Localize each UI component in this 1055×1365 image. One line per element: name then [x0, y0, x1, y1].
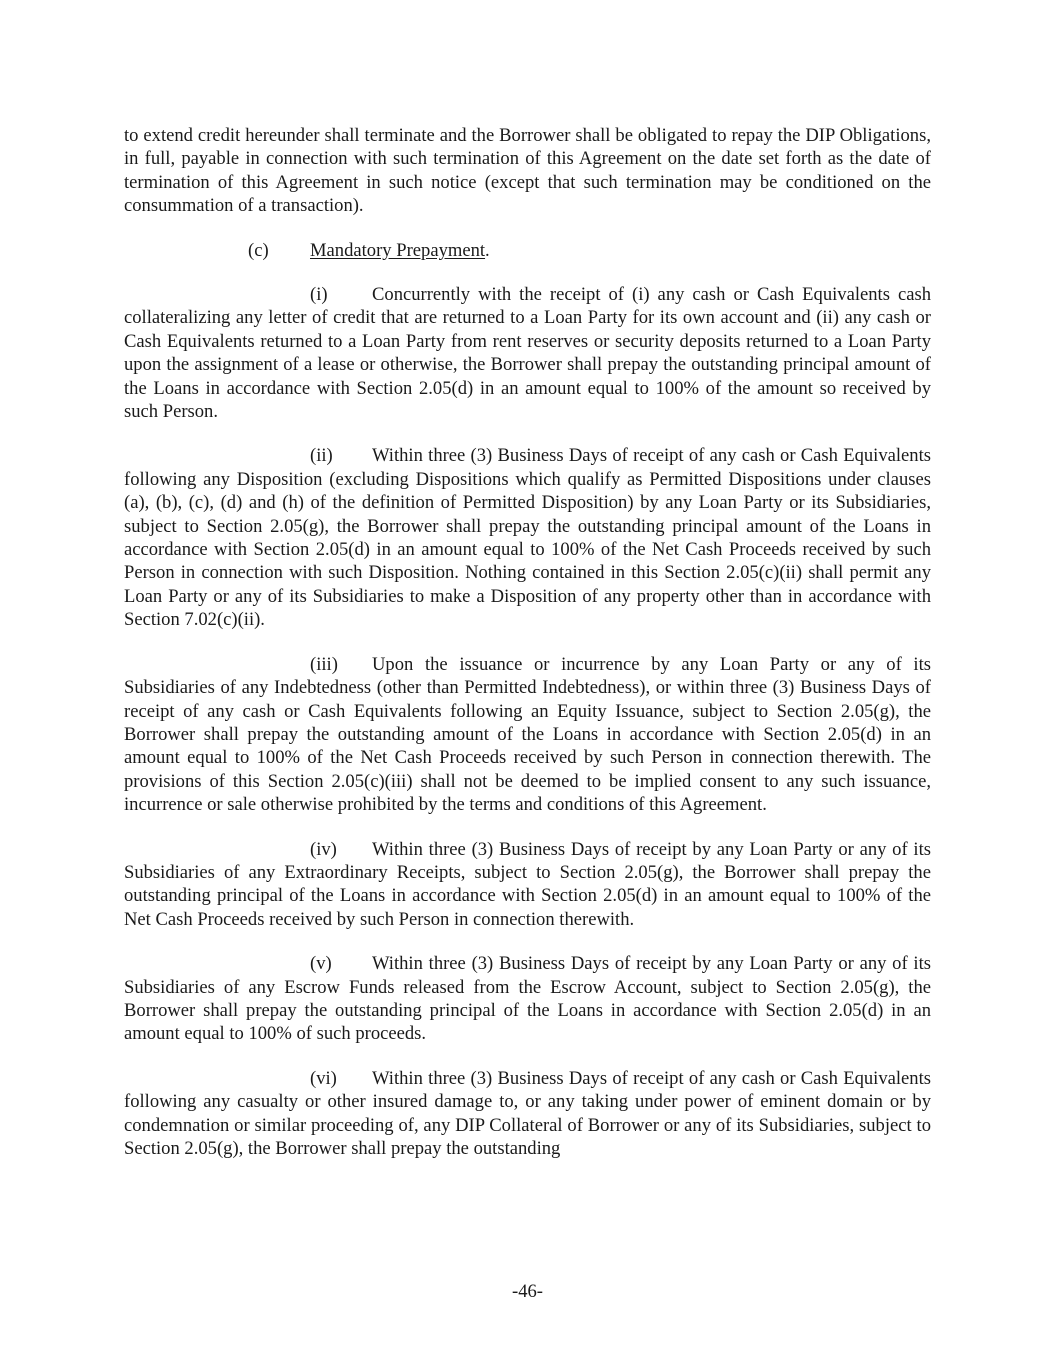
clause-iii: [124, 653, 931, 817]
clause-ii: [124, 444, 931, 631]
clause-text: Concurrently with the receipt of (i) any cash or Cash Equivalents cash collateralizing any letter of credit that are returned to a Loan Party for its own account and (ii) any cash or Cash Equivalents returned to a Loan Party from rent reserves or security deposits returned to a Loan Party upon the assignment of a lease or otherwise, the Borrower shall prepay the outstanding principal amount of the Loans in accordance with Section 2.05(d) in an amount equal to 100% of the amount so received by such Person.: [124, 284, 931, 423]
clause-label: (iv): [310, 838, 337, 860]
clause-text: Upon the issuance or incurrence by any Loan Party or any of its Subsidiaries of any Indebtedness (other than Permitted Indebtedness), or within three (3) Business Days of receipt of any cash or Cash Equivalents following an Equity Issuance, subject to Section 2.05(g), the Borrower shall prepay the outstanding amount of the Loans in accordance with Section 2.05(d) in an amount equal to 100% of the Net Cash Proceeds received by such Person in connection therewith. The provisions of this Section 2.05(c)(iii) shall not be deemed to be implied consent to any such issuance, incurrence or sale otherwise prohibited by the terms and conditions of this Agreement.: [124, 653, 931, 816]
clause-label: (iii): [310, 653, 338, 675]
clause-i: [124, 283, 931, 423]
clause-v: [124, 952, 931, 1046]
section-title: [310, 239, 485, 262]
clause-vi: [124, 1067, 931, 1161]
section-label: (c): [248, 239, 269, 261]
clause-label: (i): [310, 284, 328, 306]
page-number: -46-: [512, 1281, 543, 1302]
clause-text: Within three (3) Business Days of receipt of any cash or Cash Equivalents following any Disposition (excluding Dispositions which qualify as Permitted Dispositions under clauses (a), (b), (c), (d) and (h) of the definition of Permitted Disposition) by any Loan Party or its Subsidiaries, subject to Section 2.05(g), the Borrower shall prepay the outstanding principal amount of the Loans in accordance with Section 2.05(d) in an amount equal to 100% of the Net Cash Proceeds received by such Person in connection with such Disposition. Nothing contained in this Section 2.05(c)(ii) shall permit any Loan Party or any of its Subsidiaries to make a Disposition of any property other than in accordance with Section 7.02(c)(ii).: [124, 445, 931, 631]
clause-label: (vi): [310, 1067, 337, 1089]
clause-iv: [124, 838, 931, 932]
clause-text: Within three (3) Business Days of receipt by any Loan Party or any of its Subsidiaries of any Extraordinary Receipts, subject to Section 2.05(g), the Borrower shall prepay the outstanding principal of the Loans in accordance with Section 2.05(d) in an amount equal to 100% of the Net Cash Proceeds received by such Person in connection therewith.: [124, 838, 931, 930]
section-title-text: Mandatory Prepayment: [310, 239, 486, 261]
clause-label: (v): [310, 953, 332, 975]
clause-label: (ii): [310, 445, 333, 467]
clause-text: Within three (3) Business Days of receipt by any Loan Party or any of its Subsidiaries of any Escrow Funds released from the Escrow Account, subject to Section 2.05(g), the Borrower shall prepay the outstanding principal of the Loans in accordance with Section 2.05(d) in an amount equal to 100% of such proceeds.: [124, 953, 931, 1045]
section-title-period: .: [485, 239, 490, 261]
clause-text: Within three (3) Business Days of receipt of any cash or Cash Equivalents following any casualty or other insured damage to, or any taking under power of eminent domain or by condemnation or similar proceeding of, any DIP Collateral of Borrower or any of its Subsidiaries, subject to Section 2.05(g), the Borrower shall prepay the outstanding: [124, 1067, 931, 1160]
document-page: [124, 124, 931, 1181]
section-heading: [124, 239, 931, 262]
opening-paragraph: to extend credit hereunder shall terminate and the Borrower shall be obligated to repay the DIP Obligations, in full, payable in connection with such termination of this Agreement on the date set forth as the date of termination of this Agreement in such notice (except that such termination may be conditioned on the consummation of a transaction).: [124, 125, 931, 217]
